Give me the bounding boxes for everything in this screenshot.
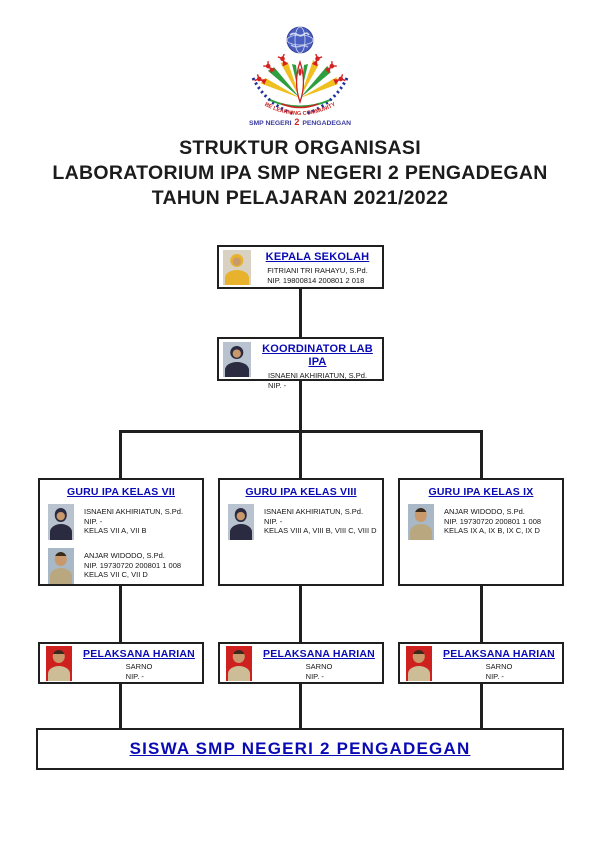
guru-viii-member1-nip: NIP. - (264, 516, 283, 526)
siswa-title: SISWA SMP NEGERI 2 PENGADEGAN (129, 739, 471, 758)
connector-guru-pelaksana-left (119, 586, 122, 642)
pelaksana-middle-nip: NIP. - (305, 671, 324, 681)
guru-ix-member1-name: ANJAR WIDODO, S.Pd. (444, 507, 525, 516)
kepala-sekolah-box (217, 245, 384, 289)
guru-kelas-viii-title: GURU IPA KELAS VIII (245, 486, 357, 498)
guru-vii-member2-name: ANJAR WIDODO, S.Pd. (84, 551, 165, 560)
connector-drop-left (119, 433, 122, 478)
page-title-line-1: STRUKTUR ORGANISASI (179, 137, 421, 159)
page-title-line-3: TAHUN PELAJARAN 2021/2022 (151, 187, 449, 209)
connector-drop-right (480, 433, 483, 478)
guru-vii-member2-nip: NIP. 19730720 200801 1 008 (84, 560, 182, 570)
logo-school-name: SMP NEGERI 2 PENGADEGAN (248, 117, 352, 127)
pelaksana-middle-title: PELAKSANA HARIAN (263, 648, 375, 660)
pelaksana-harian-box-right (398, 642, 564, 684)
pelaksana-right-name: SARNO (485, 662, 513, 671)
guru-ix-member1-nip: NIP. 19730720 200801 1 008 (444, 516, 542, 526)
guru-viii-member1-kelas: KELAS VIII A, VIII B, VIII C, VIII D (264, 526, 377, 536)
pelaksana-right-photo (406, 646, 432, 681)
pelaksana-left-name: SARNO (125, 662, 153, 671)
pelaksana-right-title: PELAKSANA HARIAN (443, 648, 555, 660)
pelaksana-harian-box-left (38, 642, 204, 684)
page-title-line-2: LABORATORIUM IPA SMP NEGERI 2 PENGADEGAN (52, 162, 548, 184)
connector-guru-pelaksana-right (480, 586, 483, 642)
guru-kelas-ix-box (398, 478, 564, 586)
connector-koordinator-stem (299, 381, 302, 430)
guru-ix-member1-kelas: KELAS IX A, IX B, IX C, IX D (444, 526, 540, 536)
guru-vii-member2-kelas: KELAS VII C, VII D (84, 570, 148, 580)
svg-text:BE LEARNING COMMUNITY (263, 102, 336, 117)
guru-kelas-vii-title: GURU IPA KELAS VII (66, 486, 176, 498)
torch-emblem-icon (297, 62, 304, 102)
koordinator-name: ISNAENI AKHIRIATUN, S.Pd. (267, 371, 368, 380)
pelaksana-middle-photo (226, 646, 252, 681)
pelaksana-left-title: PELAKSANA HARIAN (83, 648, 195, 660)
connector-pelaksana-siswa-left (119, 684, 122, 728)
guru-vii-member2-photo (48, 548, 74, 584)
pelaksana-left-nip: NIP. - (125, 671, 144, 681)
siswa-box (36, 728, 564, 770)
guru-vii-member1-kelas: KELAS VII A, VII B (84, 526, 147, 536)
connector-pelaksana-siswa-middle (299, 684, 302, 728)
guru-vii-member1-photo (48, 504, 74, 540)
connector-guru-pelaksana-middle (299, 586, 302, 642)
connector-kepala-koordinator (299, 289, 302, 337)
guru-kelas-viii-box (218, 478, 384, 586)
pelaksana-middle-name: SARNO (305, 662, 333, 671)
guru-viii-member1-photo (228, 504, 254, 540)
connector-drop-middle (299, 433, 302, 478)
page-title (0, 136, 600, 211)
kepala-sekolah-name: FITRIANI TRI RAHAYU, S.Pd. (267, 266, 368, 275)
guru-viii-member1-name: ISNAENI AKHIRIATUN, S.Pd. (264, 507, 364, 516)
globe-icon (287, 27, 313, 53)
guru-kelas-ix-title: GURU IPA KELAS IX (428, 486, 534, 498)
koordinator-lab-box (217, 337, 384, 390)
guru-vii-member1-name: ISNAENI AKHIRIATUN, S.Pd. (84, 507, 184, 516)
pelaksana-right-nip: NIP. - (485, 671, 504, 681)
guru-ix-member1-photo (408, 504, 434, 540)
koordinator-title: KOORDINATOR LAB IPA (262, 343, 373, 368)
school-logo (238, 26, 362, 128)
kepala-sekolah-nip: NIP. 19800814 200801 2 018 (267, 275, 365, 285)
logo-motto: BE LEARNING COMMUNITY (263, 101, 337, 118)
guru-kelas-vii-box (38, 478, 204, 586)
connector-pelaksana-siswa-right (480, 684, 483, 728)
guru-vii-member1-nip: NIP. - (84, 516, 103, 526)
koordinator-nip: NIP. - (267, 380, 287, 390)
kepala-sekolah-title: KEPALA SEKOLAH (265, 251, 370, 263)
pelaksana-harian-box-middle (218, 642, 384, 684)
pelaksana-left-photo (46, 646, 72, 681)
koordinator-photo (223, 342, 251, 377)
kepala-sekolah-photo (223, 250, 251, 285)
